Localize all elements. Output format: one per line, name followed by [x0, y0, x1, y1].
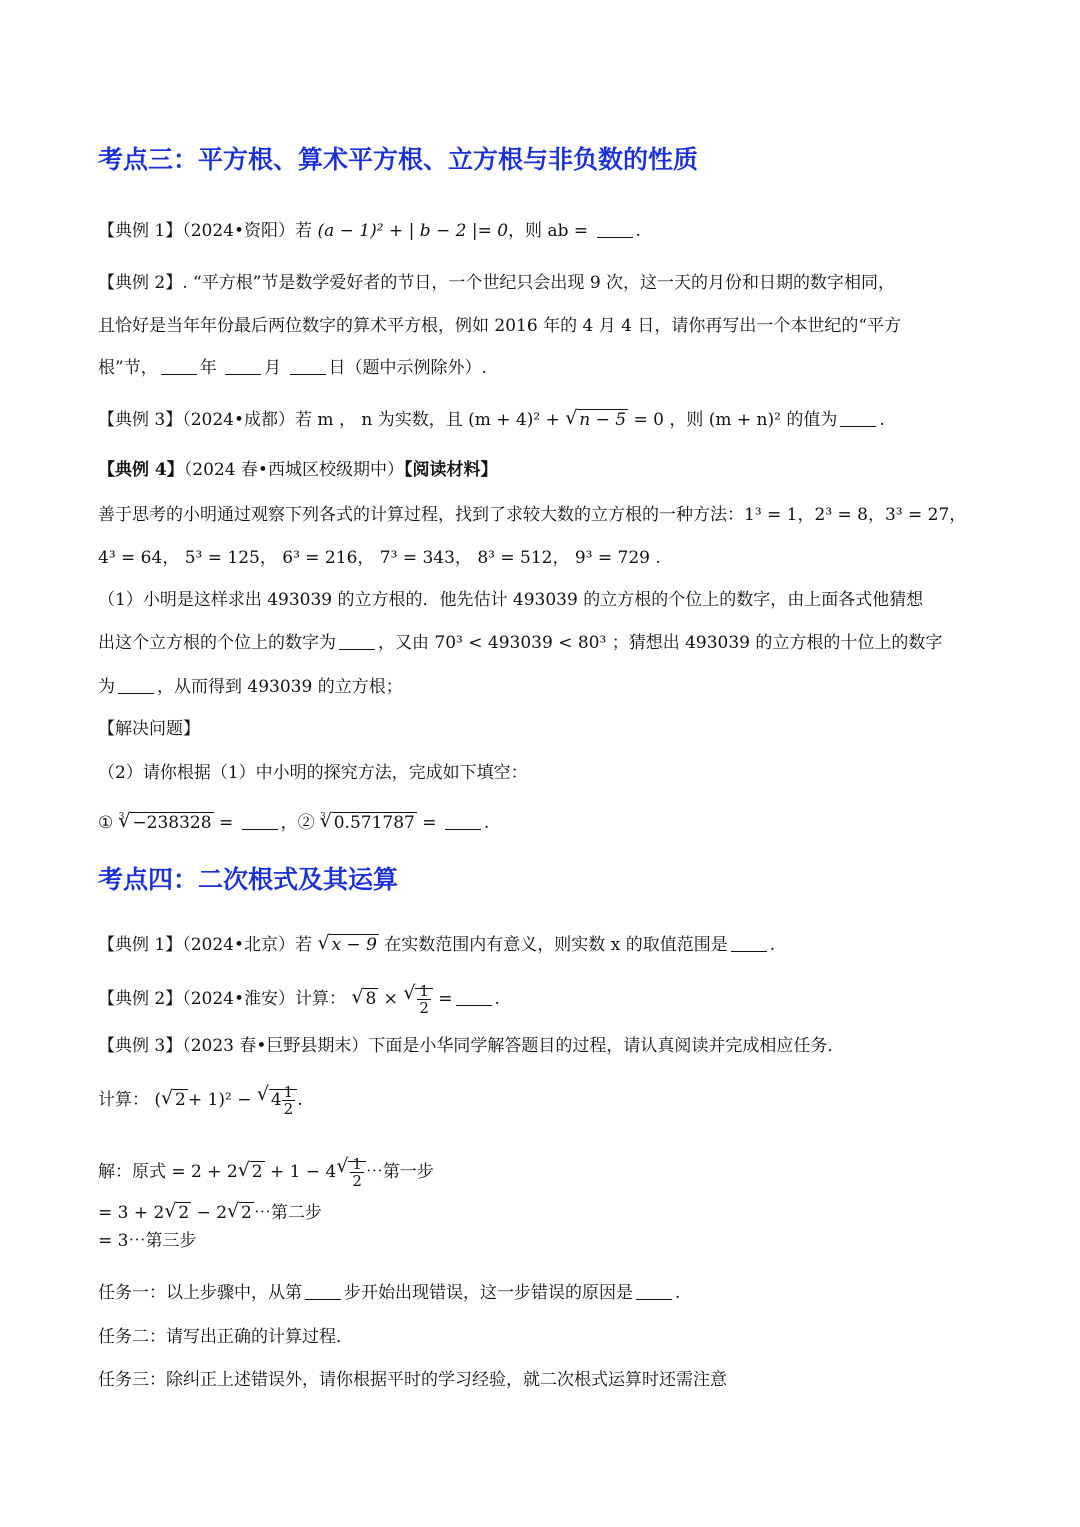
s4-example-2: 【典例 2】（2024•淮安）计算： √ 8 × √ $\frac{1}{2}$ = . — [98, 983, 990, 1016]
circled-1: ① — [98, 813, 114, 833]
answer-blank — [597, 221, 633, 238]
numerator: √ 1 — [352, 1155, 362, 1173]
answer-blank — [636, 1283, 672, 1300]
radicand: 2 — [178, 1203, 190, 1223]
denominator: 2 — [419, 999, 429, 1017]
sqrt-expr — [238, 1160, 265, 1184]
text: 年 — [199, 358, 217, 378]
text: ⋯第二步 — [253, 1203, 322, 1223]
reading-tag: 【阅读材料】 — [403, 460, 498, 480]
s3-example-1: 【典例 1】（2024•资阳）若 (a − 1)² + | b − 2 |= 0，则 ab = . — [98, 221, 641, 241]
text: 出这个立方根的个位上的数字为 — [98, 633, 336, 653]
radicand: x − 9 — [331, 935, 377, 955]
sqrt-frac-expr — [403, 983, 433, 1016]
sqrt-expr — [351, 987, 378, 1011]
s4-solution-step-3: = 3⋯第三步 — [98, 1231, 197, 1251]
text: = 3 + 2 — [98, 1203, 165, 1223]
math-expr: (a − 1)² + | b − 2 |= 0 — [317, 221, 509, 241]
numerator: √ 1 — [419, 982, 429, 1000]
sqrt-expr — [227, 1201, 254, 1225]
sqrt-expr — [565, 408, 628, 432]
sqrt-expr — [164, 1201, 191, 1225]
text: ，则 ab = — [508, 221, 589, 241]
sqrt-expr — [161, 1088, 188, 1112]
text: （2024•北京）若 — [182, 935, 313, 955]
radicand: 8 — [365, 989, 377, 1009]
text: + 1)² − — [187, 1090, 252, 1110]
denominator: 2 — [283, 1100, 294, 1118]
text: = — [218, 813, 239, 833]
text: ( — [154, 1090, 162, 1110]
answer-blank — [225, 358, 261, 375]
text: 月 — [264, 358, 282, 378]
s4-task-2: 任务二：请写出正确的计算过程． — [98, 1327, 353, 1347]
answer-blank — [290, 358, 326, 375]
text: + 1 − 4 — [269, 1162, 337, 1182]
answer-blank — [456, 989, 492, 1006]
s3-example-2-line-2: 且恰好是当年年份最后两位数字的算术平方根，例如 2016 年的 4 月 4 日，请你再写出一个本世纪的“平方 — [98, 316, 902, 336]
text: 任务一：以上步骤中，从第 — [98, 1283, 302, 1303]
s4-calc: 计算： (√ 2 + 1)² − √ 4 $\frac{1}{2}$ . — [98, 1084, 990, 1117]
answer-blank — [161, 358, 197, 375]
text: ⋯第一步 — [365, 1162, 434, 1182]
fraction — [350, 1156, 364, 1189]
s4-example-3 — [98, 1034, 990, 1058]
example-label: 【典例 1】 — [98, 935, 183, 955]
cbrt-expr-2 — [320, 811, 417, 835]
s3-example-4-part1-line-2 — [98, 631, 990, 655]
answer-blank — [445, 813, 481, 830]
times: × — [383, 989, 398, 1009]
example-label: 【典例 1】 — [98, 221, 183, 241]
text: 步开始出现错误，这一步错误的原因是 — [344, 1283, 633, 1303]
text: （2024•淮安）计算： — [182, 989, 347, 1009]
cbrt-expr-1 — [118, 811, 213, 835]
text: = 0 ，则 (m + n)² 的值为 — [633, 410, 838, 430]
answer-blank — [242, 813, 278, 830]
section-title-3: 考点三：平方根、算术平方根、立方根与非负数的性质 — [98, 145, 699, 174]
text: ，从而得到 493039 的立方根； — [157, 677, 403, 697]
example-label: 【典例 2】 — [98, 273, 183, 293]
s3-solve-tag: 【解决问题】 — [98, 719, 200, 739]
fraction — [417, 983, 431, 1016]
example-label: 【典例 2】 — [98, 989, 183, 1009]
text: 在实数范围内有意义，则实数 x 的取值范围是 — [384, 935, 728, 955]
s3-example-4-line-1: 善于思考的小明通过观察下列各式的计算过程，找到了求较大数的立方根的一种方法：1³ = 1，2³ = 8，3³ = 27， — [98, 505, 967, 525]
s3-example-4-line-2: 4³ = 64， 5³ = 125， 6³ = 216， 7³ = 343， 8³ = 512， 9³ = 729 . — [98, 548, 661, 568]
s3-example-4-part1-line-3 — [98, 675, 990, 699]
radicand: 0.571787 — [333, 813, 415, 833]
radicand: −238328 — [132, 813, 212, 833]
text: − 2 — [196, 1203, 228, 1223]
equals: = — [438, 989, 453, 1009]
s4-example-1: 【典例 1】（2024•北京）若 √ x − 9 在实数范围内有意义，则实数 x 的取值范围是 . — [98, 933, 990, 957]
example-label: 【典例 3】 — [98, 1036, 183, 1056]
text: ，② — [280, 813, 315, 833]
s3-example-3: 【典例 3】（2024•成都）若 m ， n 为实数，且 (m + 4)² + √ n − 5 = 0 ，则 (m + n)² 的值为 . — [98, 408, 990, 432]
s3-example-4-part2-line-2: ① $^3$√ −238328 = ，② $^3$√ 0.571787 = . — [98, 805, 990, 835]
s4-task-3: 任务三：除纠正上述错误外，请你根据平时的学习经验，就二次根式运算时还需注意 — [98, 1370, 727, 1390]
sqrt-expr — [317, 933, 378, 957]
s4-task-1: 任务一：以上步骤中，从第 步开始出现错误，这一步错误的原因是 . — [98, 1283, 681, 1303]
text: 解：原式 = 2 + 2 — [98, 1162, 238, 1182]
answer-blank — [305, 1283, 341, 1300]
denominator: 2 — [352, 1172, 362, 1190]
text: . “平方根”节是数学爱好者的节日，一个世纪只会出现 9 次，这一天的月份和日期的数字相同， — [182, 273, 896, 293]
radicand: n − 5 — [579, 410, 627, 430]
radicand: 2 — [175, 1090, 186, 1110]
s3-example-4-header — [98, 458, 990, 482]
s3-example-4-part2-line-1: （2）请你根据（1）中小明的探究方法，完成如下填空： — [98, 763, 528, 783]
s3-example-2-line-3 — [98, 356, 990, 380]
numerator: 1 — [283, 1083, 294, 1101]
answer-blank — [840, 410, 876, 427]
s3-example-4-part1-line-1: （1）小明是这样求出 493039 的立方根的．他先估计 493039 的立方根的个位上的数字，由上面各式他猜想 — [98, 590, 924, 610]
text: = — [422, 813, 442, 833]
example-label: 【典例 3】 — [98, 410, 183, 430]
sqrt-frac-expr — [336, 1156, 366, 1189]
example-source: （2024•资阳）若 — [182, 221, 313, 241]
text: 日（题中示例除外）. — [328, 358, 487, 378]
s4-solution-step-2 — [98, 1201, 990, 1225]
whole: 4 — [270, 1090, 282, 1110]
radicand: 2 — [241, 1203, 252, 1223]
answer-blank — [731, 935, 767, 952]
answer-blank — [339, 633, 375, 650]
text: （2023 春•巨野县期末）下面是小华同学解答题目的过程，请认真阅读并完成相应任务． — [182, 1036, 845, 1056]
answer-blank — [118, 677, 154, 694]
s4-solution-step-1 — [98, 1156, 990, 1189]
text: （2024•成都）若 m ， n 为实数，且 (m + 4)² + — [182, 410, 560, 430]
section-title-4: 考点四：二次根式及其运算 — [98, 865, 399, 894]
example-source: （2024 春•西城区校级期中） — [183, 460, 404, 480]
fraction — [282, 1084, 296, 1117]
text: 为 — [98, 677, 115, 697]
s3-example-2-line-1 — [98, 271, 990, 295]
text: ，又由 70³ < 493039 < 80³ ；猜想出 493039 的立方根的十位上的数字 — [378, 633, 943, 653]
radicand: 2 — [251, 1162, 263, 1182]
example-label: 【典例 4】 — [98, 460, 184, 480]
calc-label: 计算： — [98, 1090, 149, 1110]
text: 根”节， — [98, 358, 158, 378]
sqrt-mixed-expr — [257, 1084, 297, 1117]
